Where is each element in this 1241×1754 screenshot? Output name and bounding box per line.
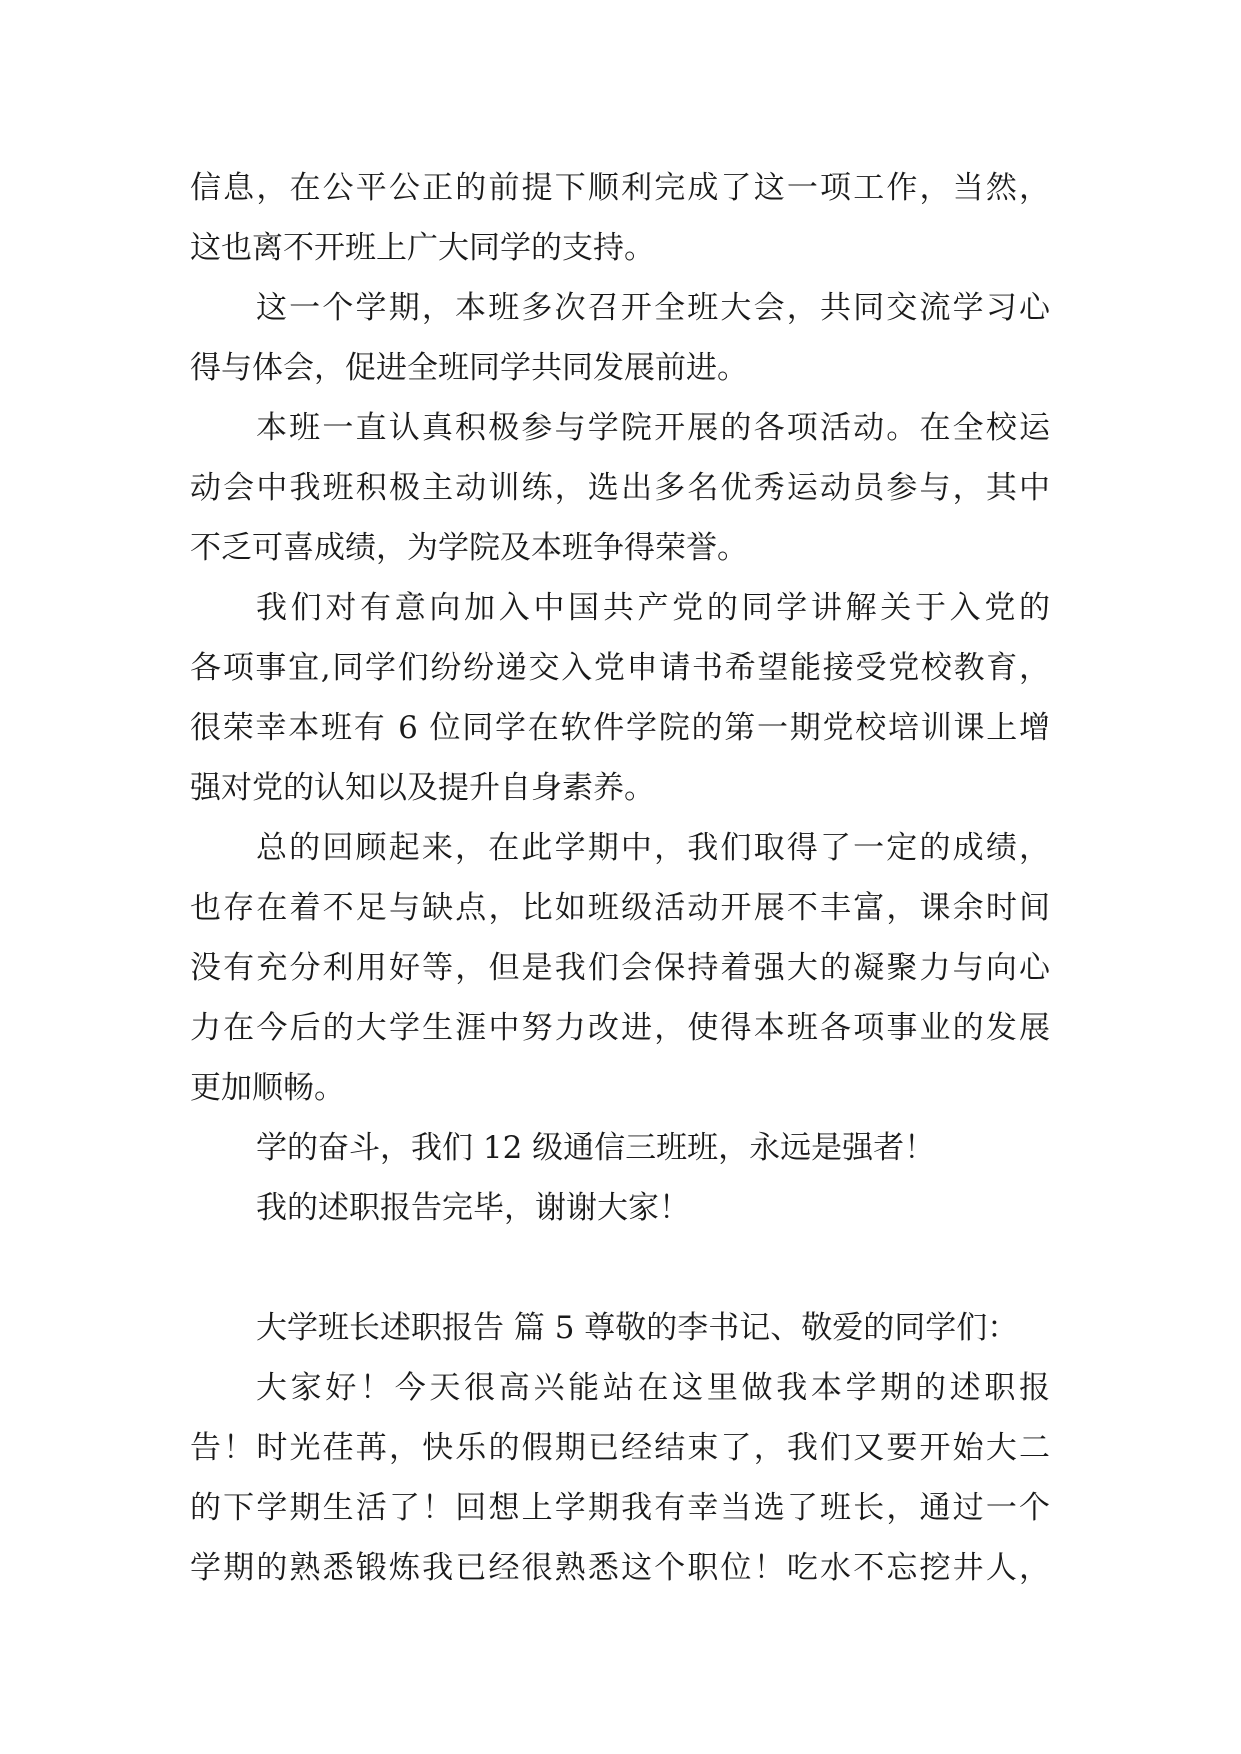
section-heading: 大学班长述职报告 篇 5 尊敬的李书记、敬爱的同学们：: [256, 1310, 1019, 1346]
text-line: 的下学期生活了！回想上学期我有幸当选了班长，通过一个: [190, 1490, 1050, 1526]
text-line: 得与体会，促进全班同学共同发展前进。: [190, 350, 748, 386]
text-line: 很荣幸本班有 6 位同学在软件学院的第一期党校培训课上增: [190, 710, 1050, 746]
text-line: 大家好！今天很高兴能站在这里做我本学期的述职报: [256, 1370, 1050, 1406]
text-line: 我们对有意向加入中国共产党的同学讲解关于入党的: [256, 590, 1050, 626]
text-line: 各项事宜,同学们纷纷递交入党申请书希望能接受党校教育，: [190, 650, 1050, 686]
text-line: 不乏可喜成绩，为学院及本班争得荣誉。: [190, 530, 748, 566]
text-line: 总的回顾起来，在此学期中，我们取得了一定的成绩，: [256, 830, 1050, 866]
text-line: 信息，在公平公正的前提下顺利完成了这一项工作，当然，: [190, 170, 1050, 206]
text-line: 我的述职报告完毕，谢谢大家！: [256, 1190, 690, 1226]
text-line: 强对党的认知以及提升自身素养。: [190, 770, 655, 806]
text-line: 这也离不开班上广大同学的支持。: [190, 230, 655, 266]
text-line: 也存在着不足与缺点，比如班级活动开展不丰富，课余时间: [190, 890, 1050, 926]
text-line: 这一个学期，本班多次召开全班大会，共同交流学习心: [256, 290, 1050, 326]
text-line: 学期的熟悉锻炼我已经很熟悉这个职位！吃水不忘挖井人，: [190, 1550, 1050, 1586]
text-line: 本班一直认真积极参与学院开展的各项活动。在全校运: [256, 410, 1050, 446]
text-line: 动会中我班积极主动训练，选出多名优秀运动员参与，其中: [190, 470, 1050, 506]
text-line: 力在今后的大学生涯中努力改进，使得本班各项事业的发展: [190, 1010, 1050, 1046]
text-line: 更加顺畅。: [190, 1070, 345, 1106]
text-line: 告！时光荏苒，快乐的假期已经结束了，我们又要开始大二: [190, 1430, 1050, 1466]
text-line: 学的奋斗，我们 12 级通信三班班，永远是强者！: [256, 1130, 936, 1166]
text-line: 没有充分利用好等，但是我们会保持着强大的凝聚力与向心: [190, 950, 1050, 986]
